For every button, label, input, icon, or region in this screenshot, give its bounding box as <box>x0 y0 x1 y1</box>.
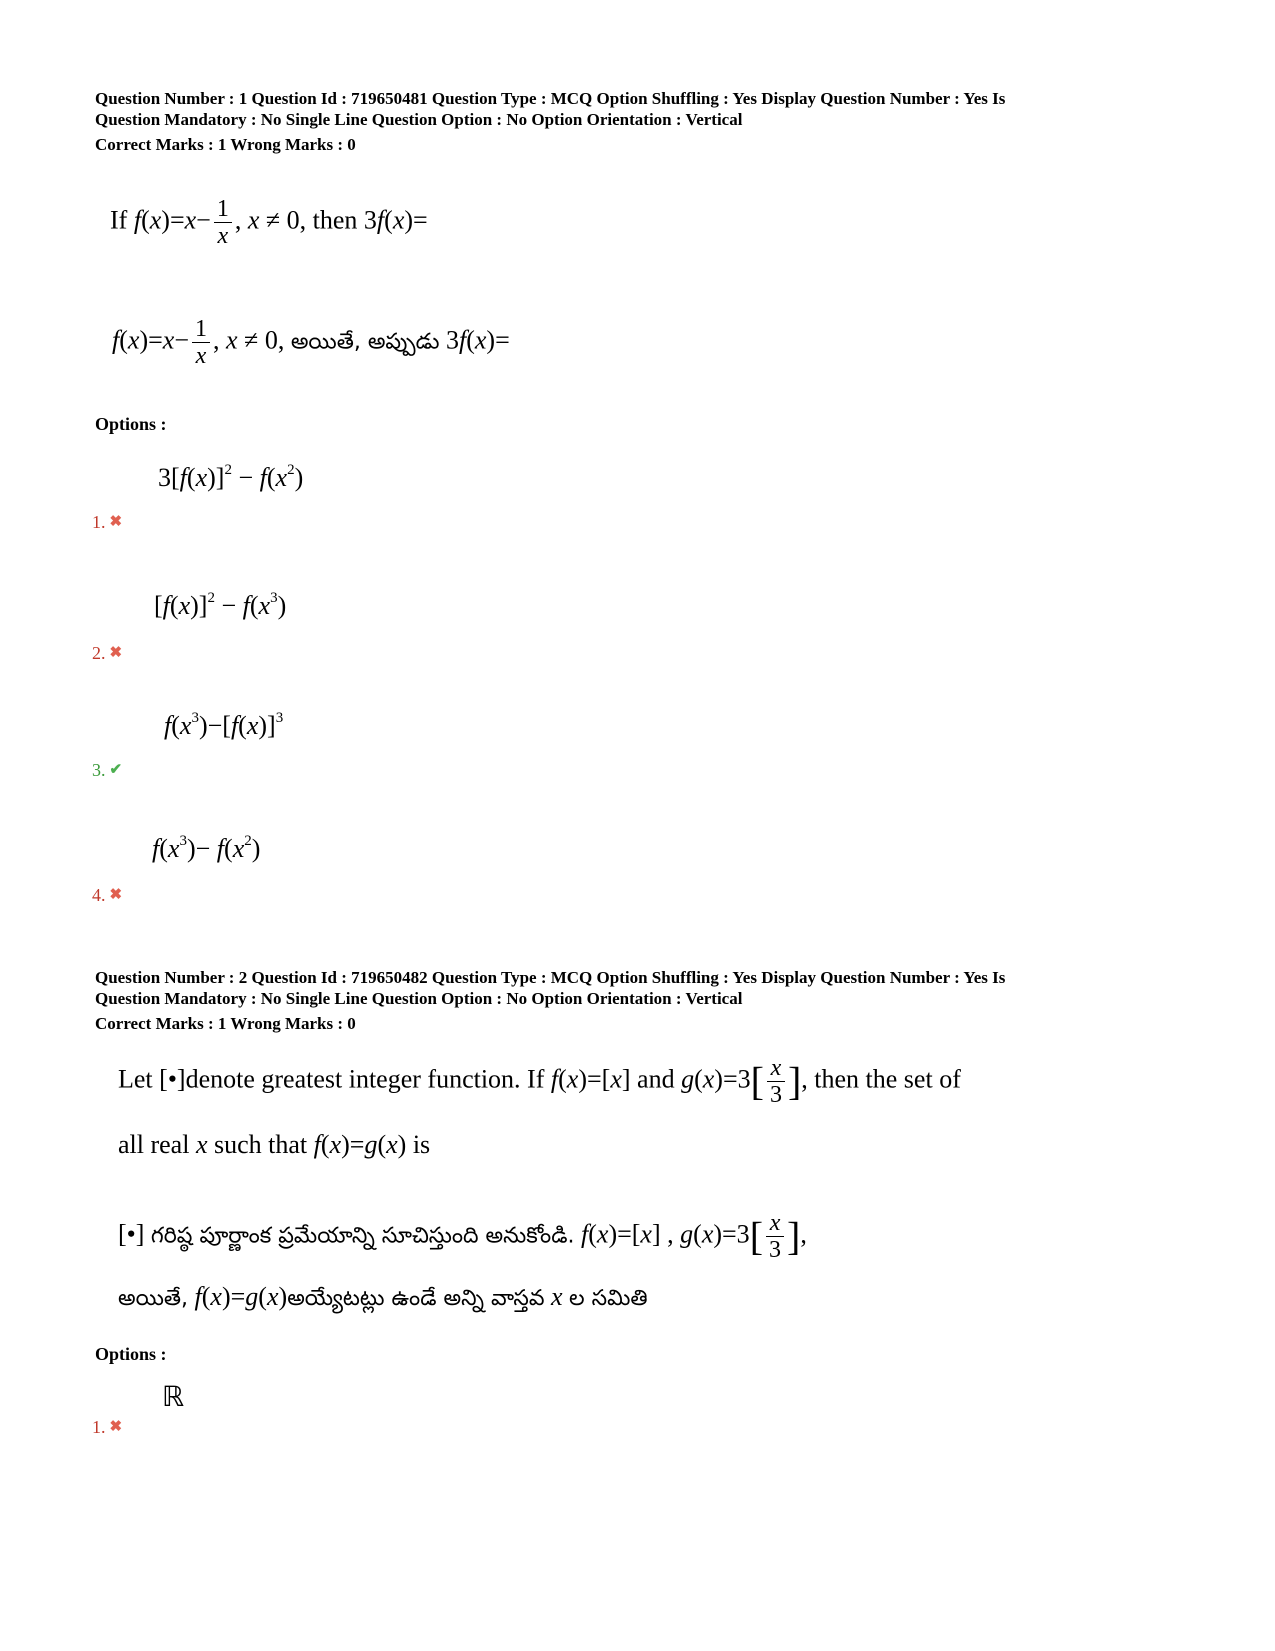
q1-stem-telugu: f(x)=x− $\frac{1}{x}$ , x ≠ 0, అయితే, అప్పుడు 3f(x)= <box>112 316 510 369</box>
q1-option-1-formula: $3[f(x)]^2 - f(x^2)$ <box>158 462 304 492</box>
q1-meta-line1: Question Number : 1 Question Id : 719650481 Question Type : MCQ Option Shuffling : Yes Display Question Number : Yes Is <box>95 89 1006 108</box>
q1-stem-if: If <box>110 205 128 235</box>
q1-option-2-number: 2. <box>92 643 106 663</box>
q1-option-4-formula: $f(x^3)- f(x^2)$ <box>152 833 261 863</box>
q1-option-1[interactable] <box>92 512 122 533</box>
q2-stem-then: , then the set of <box>801 1064 961 1094</box>
cross-icon: ✖ <box>109 514 123 530</box>
q1-meta <box>95 88 1195 130</box>
q1-option-4[interactable] <box>92 885 122 906</box>
q2-stem-is: is <box>412 1130 431 1159</box>
q2-stem-telugu-text3: అయ్యేటట్లు ఉండే అన్ని వాస్తవ <box>287 1286 545 1311</box>
q1-option-1-number: 1. <box>92 512 106 532</box>
q1-option-2[interactable] <box>92 643 122 664</box>
q1-option-4-number: 4. <box>92 885 106 905</box>
q1-stem-english: If f(x)=x− $\frac{1}{x}$ , x ≠ 0, then 3f(x)= <box>110 196 428 249</box>
check-icon: ✔ <box>109 762 123 778</box>
q2-meta-line2: Question Mandatory : No Single Line Question Option : No Option Orientation : Vertical <box>95 989 743 1008</box>
q2-stem-english-line1: Let [•]denote greatest integer function. If f(x)=[x] and g(x)=3[ $\frac{x}{3}$ ], then the set of <box>118 1055 961 1108</box>
q2-stem-english-line2: all real x such that f(x)=g(x) is <box>118 1130 431 1159</box>
q2-option-1[interactable] <box>92 1417 122 1438</box>
q2-option-1-number: 1. <box>92 1417 106 1437</box>
q2-stem-allreal: all real <box>118 1130 190 1159</box>
q1-option-2-formula: $[f(x)]^2 - f(x^3)$ <box>154 590 287 620</box>
q2-stem-and: and <box>637 1064 675 1094</box>
q1-stem-then: then <box>312 205 358 235</box>
q2-stem-suchthat: such that <box>214 1130 308 1159</box>
q1-stem-telugu-text: అయితే, అప్పుడు <box>290 329 440 355</box>
q2-stem-denote: denote greatest integer function. If <box>185 1064 545 1094</box>
q2-stem-telugu-line2: అయితే, f(x)=g(x)అయ్యేటట్లు ఉండే అన్ని వాస్తవ x ల సమితి <box>118 1282 648 1311</box>
cross-icon: ✖ <box>109 887 123 903</box>
q1-option-3-formula: $f(x^3)-[f(x)]^3$ <box>164 710 284 740</box>
cross-icon: ✖ <box>109 645 123 661</box>
q2-stem-telugu-text1: గరిష్ఠ పూర్ణాంక ప్రమేయాన్ని సూచిస్తుంది అనుకోండి. <box>150 1223 575 1249</box>
q2-meta <box>95 967 1195 1009</box>
q1-options-label: Options : <box>95 414 167 434</box>
q1-option-3-number: 3. <box>92 760 106 780</box>
q1-meta-line2: Question Mandatory : No Single Line Question Option : No Option Orientation : Vertical <box>95 110 743 129</box>
q2-meta-line1: Question Number : 2 Question Id : 719650482 Question Type : MCQ Option Shuffling : Yes Display Question Number : Yes Is <box>95 968 1006 987</box>
q2-stem-telugu-line1: [•] గరిష్ఠ పూర్ణాంక ప్రమేయాన్ని సూచిస్తుంది అనుకోండి. f(x)=[x] , g(x)=3[ $\frac{x}{3}$ ], <box>118 1210 807 1263</box>
q1-option-3[interactable] <box>92 760 122 781</box>
q2-options-label: Options : <box>95 1344 167 1364</box>
q2-stem-telugu-text4: ల సమితి <box>569 1286 648 1311</box>
q2-stem-let: Let <box>118 1064 153 1094</box>
q1-marks: Correct Marks : 1 Wrong Marks : 0 <box>95 135 356 154</box>
q2-stem-telugu-text2: అయితే, <box>118 1286 189 1311</box>
cross-icon: ✖ <box>109 1419 123 1435</box>
q2-option-1-formula: ℝ <box>162 1380 185 1413</box>
q2-marks: Correct Marks : 1 Wrong Marks : 0 <box>95 1014 356 1033</box>
